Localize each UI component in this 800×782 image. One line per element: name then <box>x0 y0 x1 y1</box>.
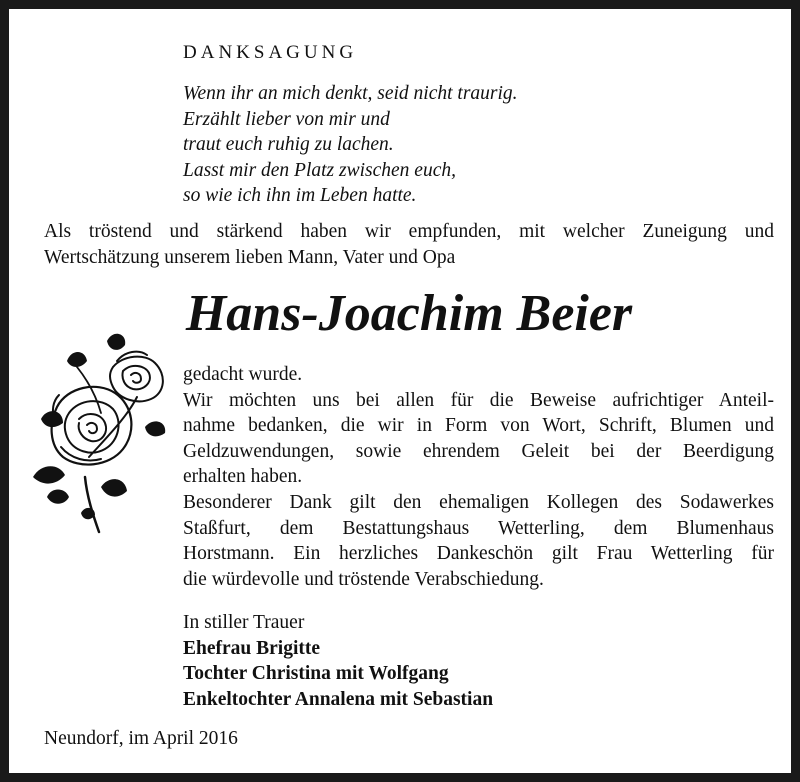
body-line: Horstmann. Ein herzliches Dankeschön gilt Frau Wetterling für <box>183 543 774 565</box>
poem-line: Lasst mir den Platz zwischen euch, <box>183 159 456 181</box>
rose-icon <box>27 327 175 537</box>
body-line: gedacht wurde. <box>183 364 303 385</box>
poem-line: Erzählt lieber von mir und <box>183 108 390 130</box>
poem-line: traut euch ruhig zu lachen. <box>183 134 394 155</box>
body-line: Geldzuwendungen, sowie ehrendem Geleit bei der Beerdigung <box>183 440 774 462</box>
mourner-name: Enkeltochter Annalena mit Sebastian <box>183 688 494 710</box>
body-line: Wir möchten uns bei allen für die Beweise aufrichtiger Anteil- <box>183 389 774 411</box>
body-line: die würdevolle und tröstende Verabschiedung. <box>183 568 544 590</box>
intro-line: Wertschätzung unserem lieben Mann, Vater und Opa <box>44 246 456 268</box>
body-line: nahme bedanken, die wir in Form von Wort, Schrift, Blumen und <box>183 415 774 437</box>
body-line: Staßfurt, dem Bestattungshaus Wetterling, dem Blumenhaus <box>183 517 774 539</box>
mourning-intro: In stiller Trauer <box>183 612 305 633</box>
notice-heading: DANKSAGUNG <box>183 42 358 63</box>
poem <box>183 81 518 209</box>
body-line: erhalten haben. <box>183 466 303 488</box>
poem-line: Wenn ihr an mich denkt, seid nicht traurig. <box>183 83 518 104</box>
place-date: Neundorf, im April 2016 <box>44 728 238 749</box>
mourner-name: Tochter Christina mit Wolfgang <box>183 663 449 685</box>
deceased-name: Hans-Joachim Beier <box>185 285 633 342</box>
intro-text <box>44 219 774 270</box>
body-line: Besonderer Dank gilt den ehemaligen Kollegen des Sodawerkes <box>183 491 774 513</box>
mourner-name: Ehefrau Brigitte <box>183 637 321 659</box>
intro-line: Als tröstend und stärkend haben wir empfunden, mit welcher Zuneigung und <box>44 221 774 242</box>
poem-line: so wie ich ihn im Leben hatte. <box>183 185 417 206</box>
mourners <box>183 610 493 712</box>
thanks-text <box>183 362 774 592</box>
